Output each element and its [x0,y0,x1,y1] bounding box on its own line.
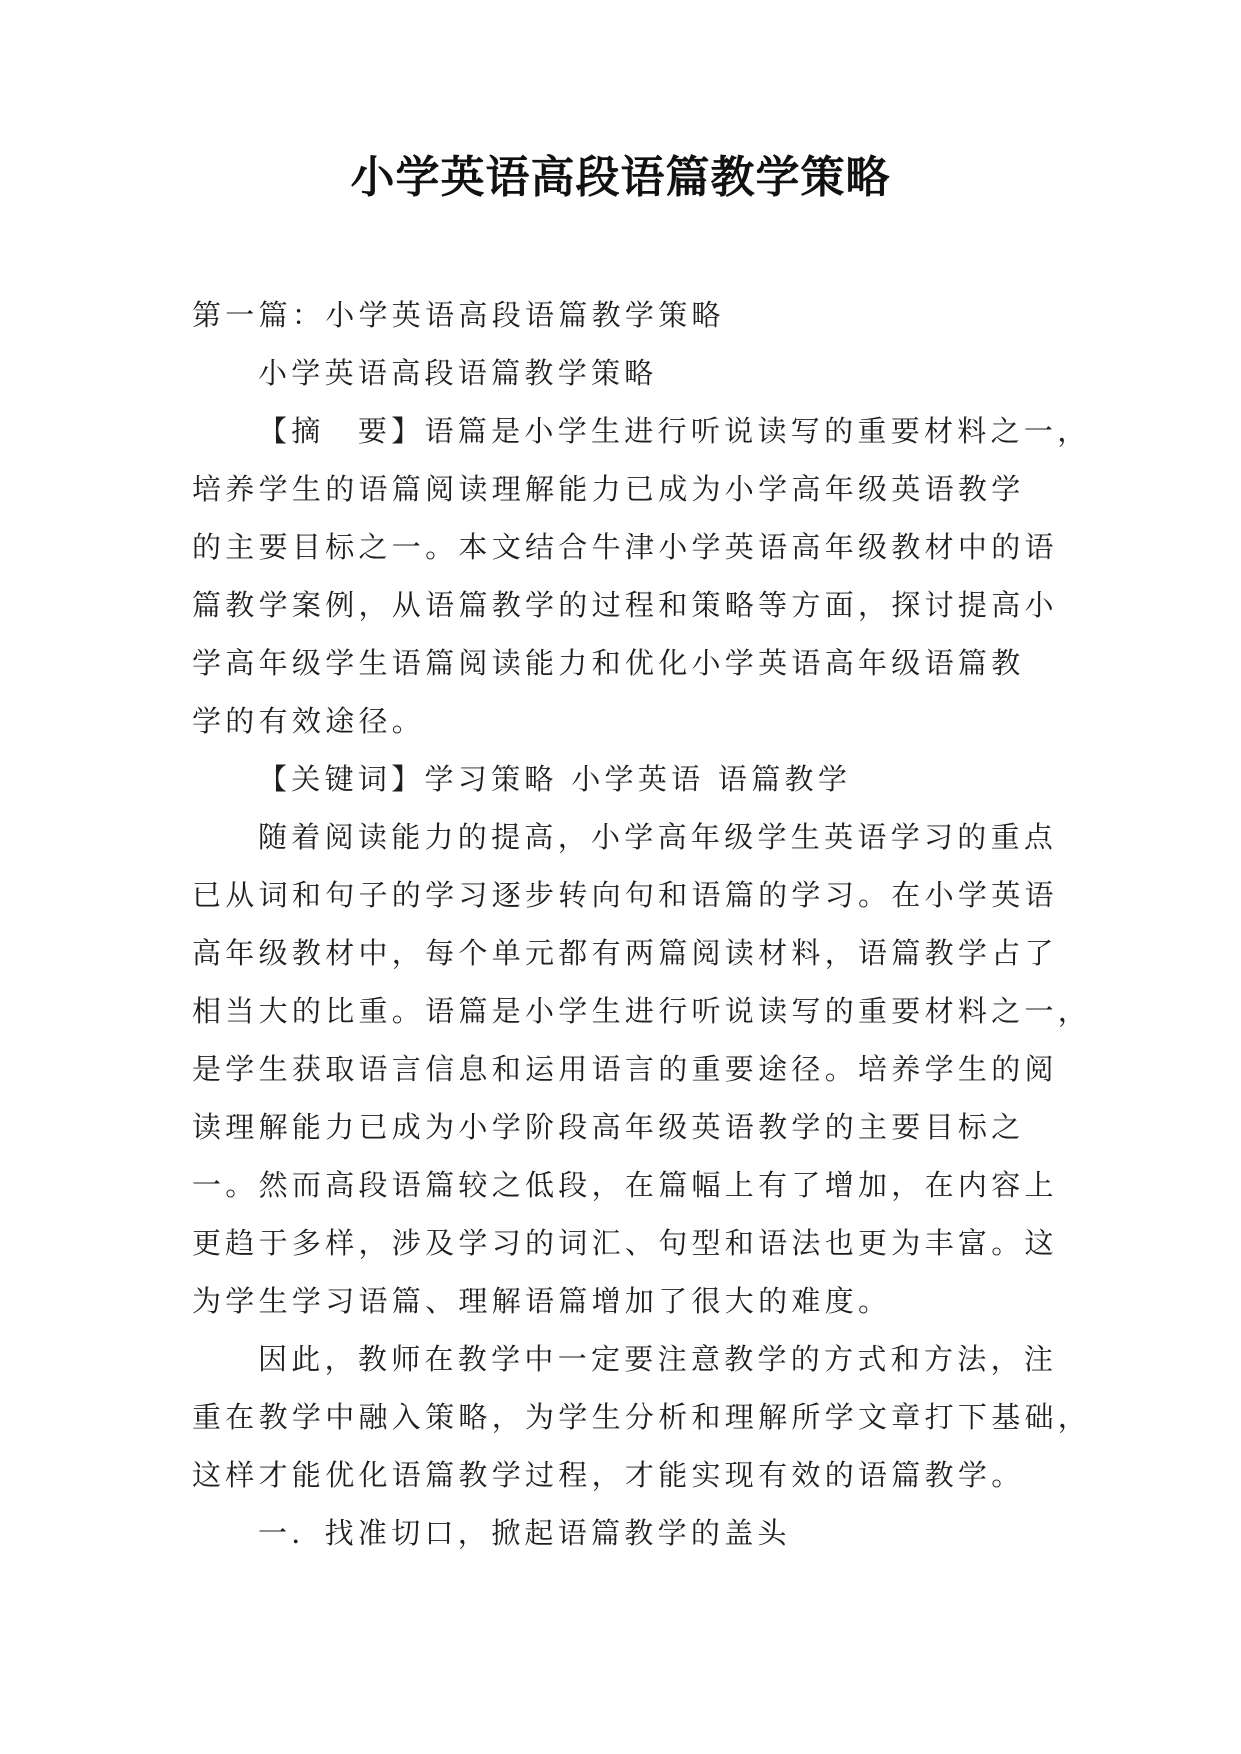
text-line: 培养学生的语篇阅读理解能力已成为小学高年级英语教学 [192,472,1025,506]
text-line: 学高年级学生语篇阅读能力和优化小学英语高年级语篇教 [192,646,1025,680]
text-line: 更趋于多样，涉及学习的词汇、句型和语法也更为丰富。这 [192,1226,1058,1260]
text-line: 重在教学中融入策略，为学生分析和理解所学文章打下基础， [192,1400,1092,1434]
text-line: 已从词和句子的学习逐步转向句和语篇的学习。在小学英语 [192,878,1058,912]
text-line: 一。然而高段语篇较之低段，在篇幅上有了增加，在内容上 [192,1168,1058,1202]
text-line: 读理解能力已成为小学阶段高年级英语教学的主要目标之 [192,1110,1025,1144]
text-line: 【关键词】学习策略 小学英语 语篇教学 [258,762,852,796]
text-line: 【摘 要】语篇是小学生进行听说读写的重要材料之一， [258,414,1091,448]
text-line: 因此，教师在教学中一定要注意教学的方式和方法，注 [258,1342,1058,1376]
text-line: 为学生学习语篇、理解语篇增加了很大的难度。 [192,1284,892,1318]
text-line: 的主要目标之一。本文结合牛津小学英语高年级教材中的语 [192,530,1058,564]
text-line: 一．找准切口，掀起语篇教学的盖头 [258,1516,791,1550]
document-body [192,286,1092,1562]
text-line: 篇教学案例，从语篇教学的过程和策略等方面，探讨提高小 [192,588,1058,622]
text-line: 小学英语高段语篇教学策略 [258,356,658,390]
text-line: 相当大的比重。语篇是小学生进行听说读写的重要材料之一， [192,994,1092,1028]
text-line: 是学生获取语言信息和运用语言的重要途径。培养学生的阅 [192,1052,1058,1086]
text-line: 高年级教材中，每个单元都有两篇阅读材料，语篇教学占了 [192,936,1058,970]
text-line: 随着阅读能力的提高，小学高年级学生英语学习的重点 [258,820,1058,854]
text-line: 这样才能优化语篇教学过程，才能实现有效的语篇教学。 [192,1458,1025,1492]
text-line: 学的有效途径。 [192,704,426,738]
document-title: 小学英语高段语篇教学策略 [350,152,891,203]
text-line: 第一篇：小学英语高段语篇教学策略 [192,298,725,332]
